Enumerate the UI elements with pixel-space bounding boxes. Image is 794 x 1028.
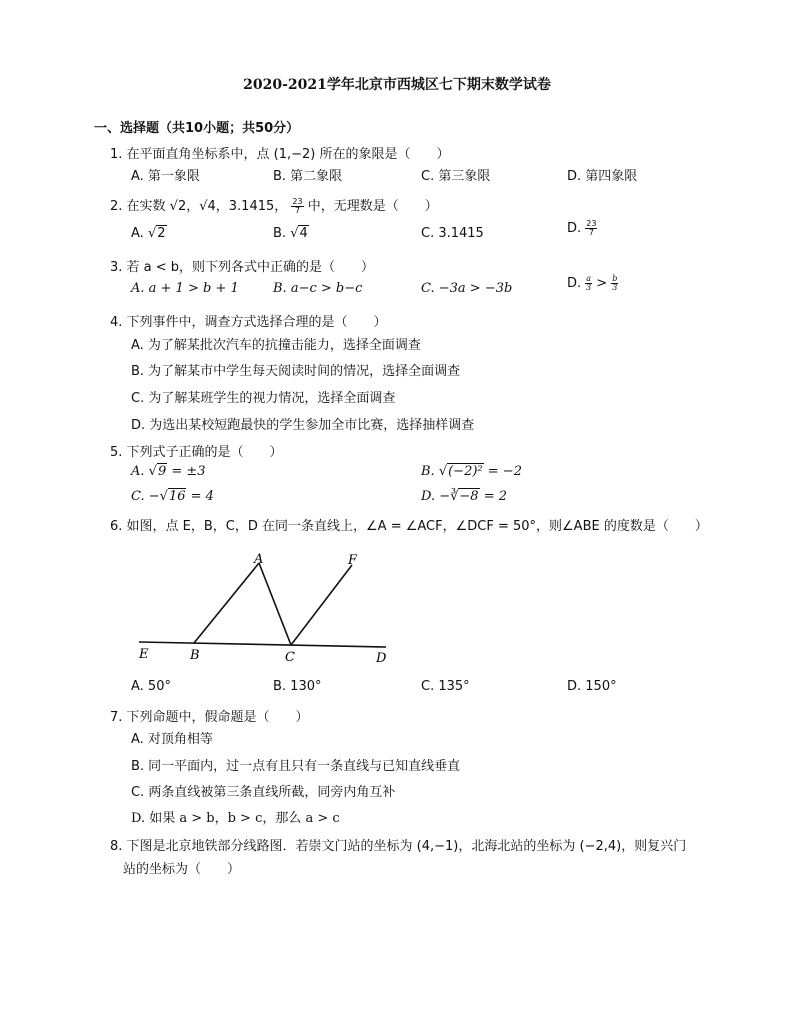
q1-option-b[interactable]: B. 第二象限 (273, 169, 343, 184)
q3-option-d[interactable]: D. $\frac{a}{3}$ > $\frac{b}{3}$ (567, 274, 618, 292)
label-f: F (348, 553, 358, 568)
question-6: 6. 如图，点 E，B，C，D 在同一条直线上，∠A = ∠ACF，∠DCF = 50°，则∠ABE 的度数是（ ） (110, 519, 708, 534)
question-1: 1. 在平面直角坐标系中，点 (1,−2) 所在的象限是（ ） (110, 147, 450, 162)
q6-option-a[interactable]: A. 50° (131, 679, 171, 694)
q2-option-c[interactable]: C. 3.1415 (421, 226, 484, 241)
q2-option-b[interactable]: B. √4 (273, 226, 308, 241)
label-b: B (190, 648, 200, 663)
label-d: D (376, 651, 387, 666)
question-5: 5. 下列式子正确的是（ ） (110, 445, 283, 460)
q4-option-c[interactable]: C. 为了解某班学生的视力情况，选择全面调查 (131, 391, 396, 406)
q7-option-d[interactable]: D. 如果 a > b，b > c，那么 a > c (131, 811, 340, 826)
label-c: C (285, 650, 295, 665)
q4-option-b[interactable]: B. 为了解某市中学生每天阅读时间的情况，选择全面调查 (131, 364, 461, 379)
q2-text-b: 中，无理数是（ ） (307, 199, 438, 214)
question-4: 4. 下列事件中，调查方式选择合理的是（ ） (110, 315, 387, 330)
question-3: 3. 若 a < b，则下列各式中正确的是（ ） (110, 260, 375, 275)
question-2-options (131, 219, 691, 244)
q2-text-a: 2. 在实数 √2，√4，3.1415， (110, 199, 288, 214)
question-8-line-1: 8. 下图是北京地铁部分线路图．若崇文门站的坐标为 (4,−1)，北海北站的坐标为 (−2,4)，则复兴门 (110, 839, 687, 854)
q5-option-d[interactable]: D. −∛−8 = 2 (421, 489, 508, 504)
q5-option-c[interactable]: C. −√16 = 4 (131, 489, 214, 504)
q6-option-c[interactable]: C. 135° (421, 679, 470, 694)
q2-option-a[interactable]: A. √2 (131, 226, 166, 241)
q6-geometry-figure (136, 550, 396, 670)
q5-option-b[interactable]: B. √(−2)² = −2 (421, 464, 522, 479)
question-7: 7. 下列命题中，假命题是（ ） (110, 710, 309, 725)
question-3-options (131, 274, 691, 299)
q1-option-c[interactable]: C. 第三象限 (421, 169, 491, 184)
question-6-options (131, 679, 691, 697)
line-ed (139, 642, 386, 647)
q1-option-d[interactable]: D. 第四象限 (567, 169, 638, 184)
section-header: 一、选择题（共10小题；共50分） (94, 121, 300, 136)
q7-option-b[interactable]: B. 同一平面内，过一点有且只有一条直线与已知直线垂直 (131, 759, 461, 774)
question-1-options (131, 165, 691, 183)
q7-option-a[interactable]: A. 对顶角相等 (131, 732, 213, 747)
q3-option-c[interactable]: C. −3a > −3b (421, 281, 513, 296)
q3-option-b[interactable]: B. a−c > b−c (273, 281, 363, 296)
q4-option-d[interactable]: D. 为选出某校短跑最快的学生参加全市比赛，选择抽样调查 (131, 418, 475, 433)
q4-option-a[interactable]: A. 为了解某批次汽车的抗撞击能力，选择全面调查 (131, 338, 421, 353)
q2-option-d[interactable]: D. $\frac{23}{7}$ (567, 219, 597, 237)
question-5-options-row-1 (131, 464, 691, 482)
q2-fraction: $\frac{23}{7}$ (292, 197, 303, 215)
segment-ab (194, 563, 259, 643)
q1-option-a[interactable]: A. 第一象限 (131, 169, 200, 184)
q5-option-a[interactable]: A. √9 = ±3 (131, 464, 206, 479)
question-5-options-row-2 (131, 489, 691, 507)
question-8-line-2: 站的坐标为（ ） (123, 862, 241, 877)
label-a: A (254, 552, 264, 567)
q3-option-a[interactable]: A. a + 1 > b + 1 (131, 281, 239, 296)
segment-ac (259, 563, 291, 645)
page-title: 2020-2021学年北京市西城区七下期末数学试卷 (243, 77, 551, 93)
q6-option-d[interactable]: D. 150° (567, 679, 617, 694)
label-e: E (139, 647, 149, 662)
q6-option-b[interactable]: B. 130° (273, 679, 322, 694)
ray-cf (291, 565, 352, 645)
q7-option-c[interactable]: C. 两条直线被第三条直线所截，同旁内角互补 (131, 785, 396, 800)
question-2 (110, 195, 438, 215)
